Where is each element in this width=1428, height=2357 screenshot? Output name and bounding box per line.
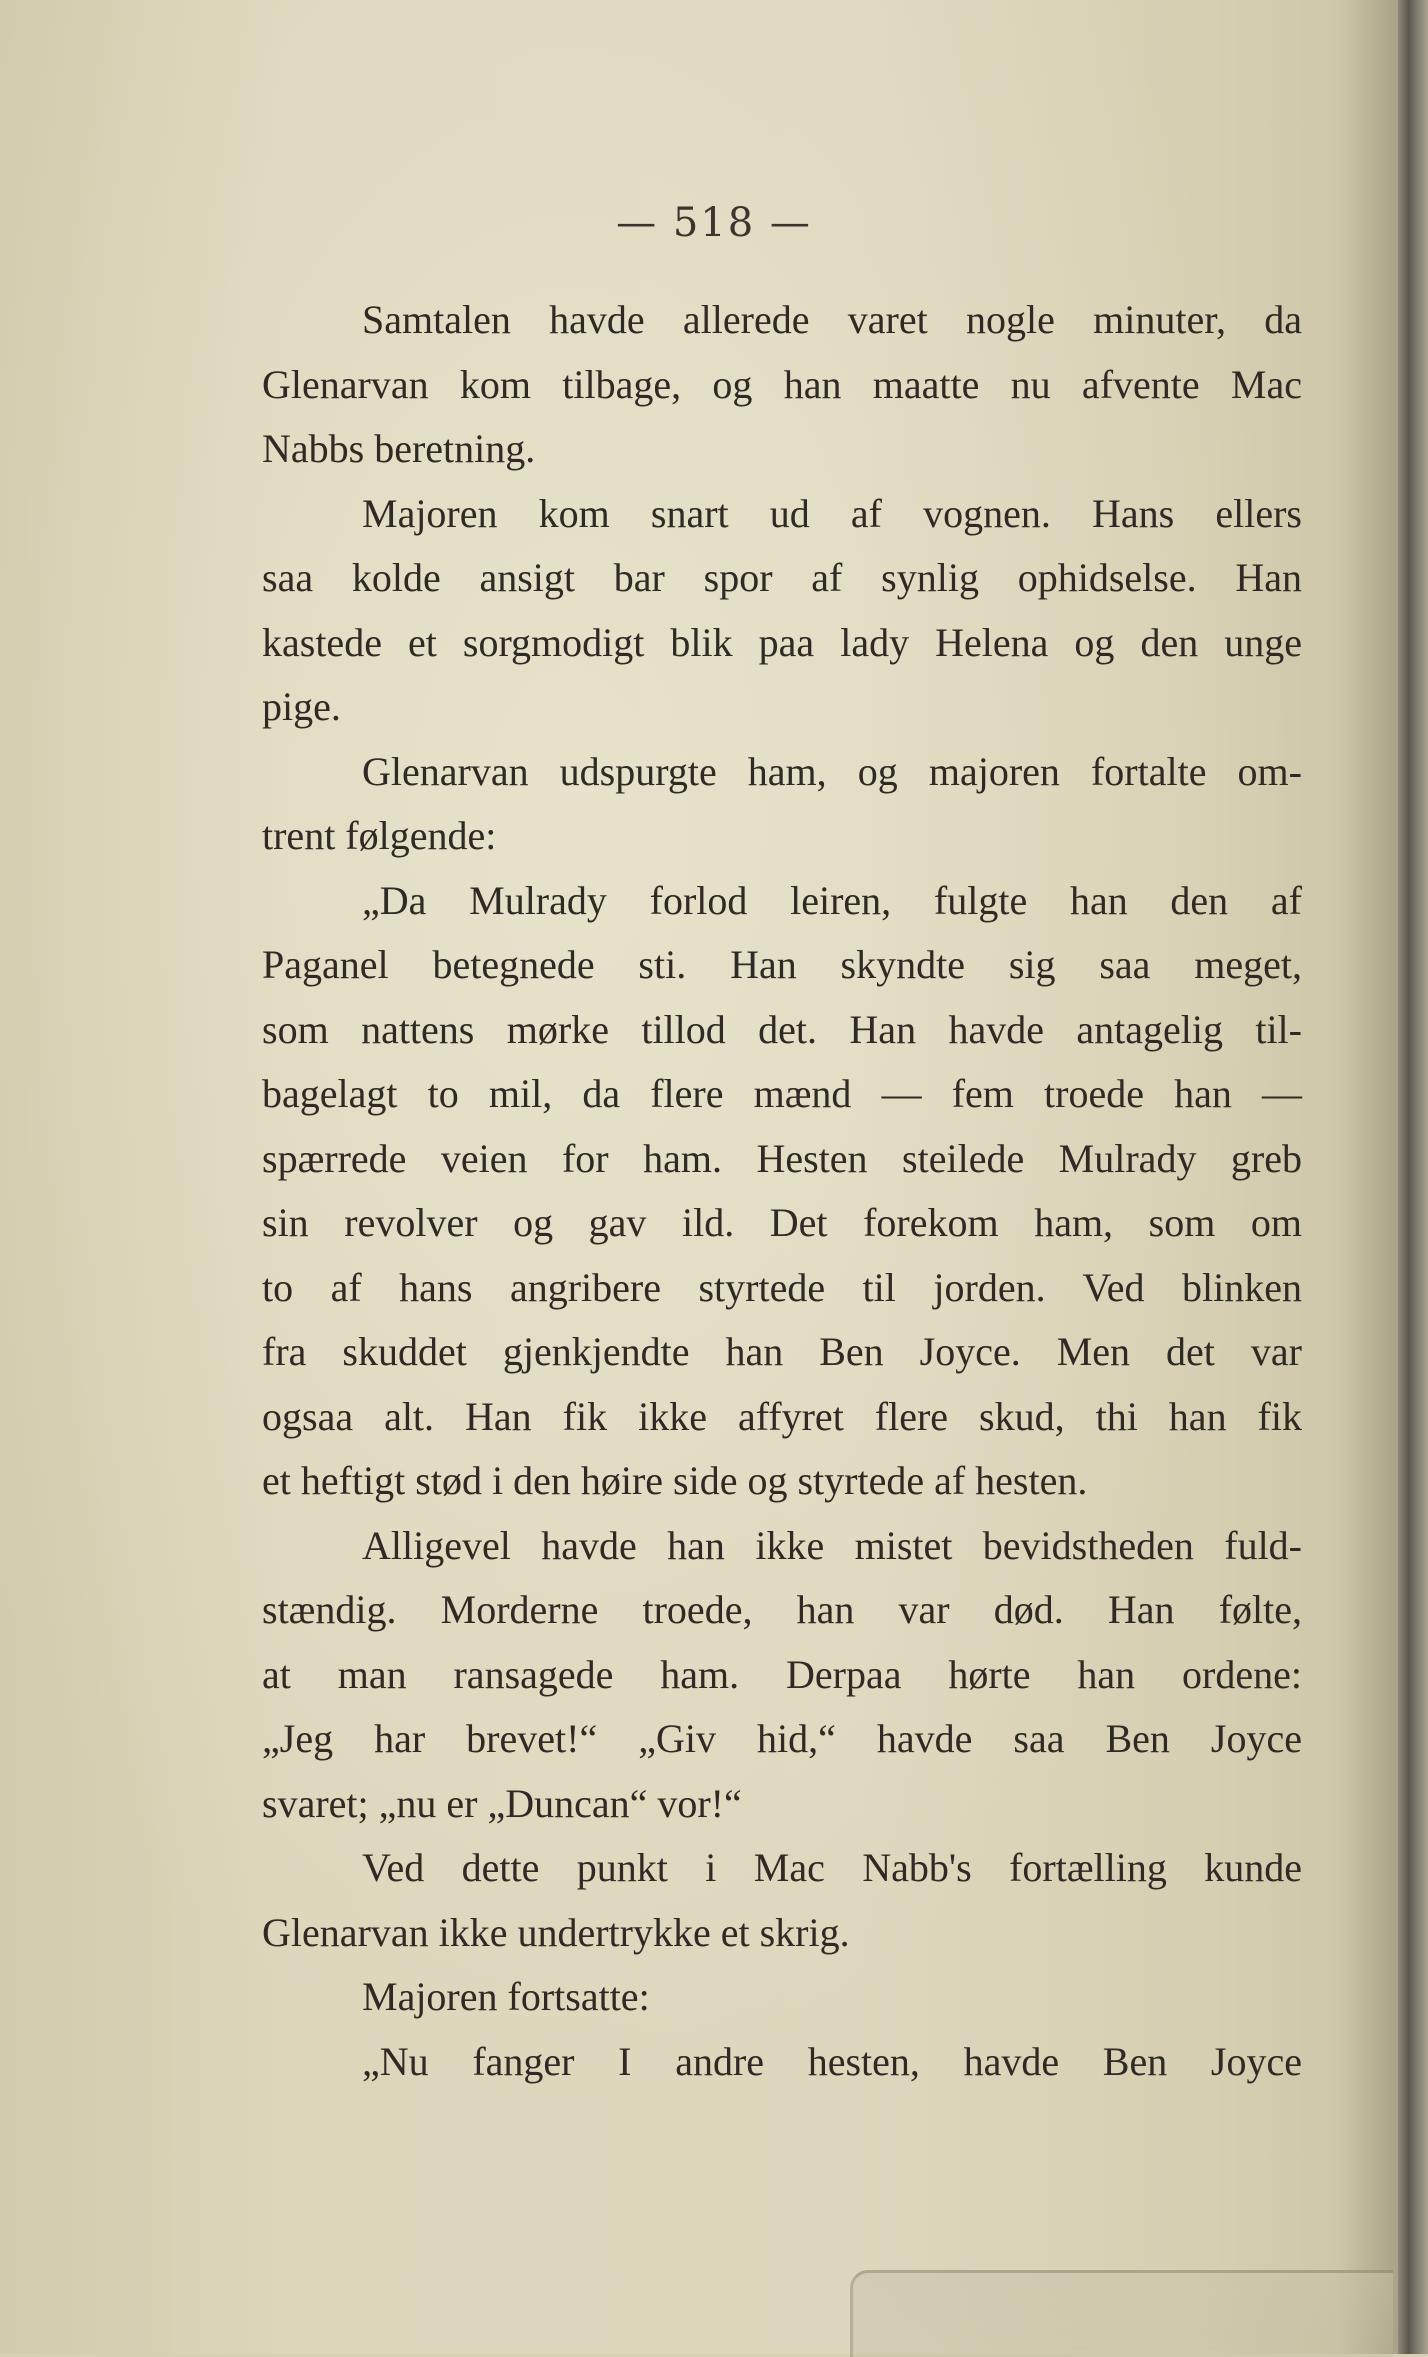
text-line: spærrede veien for ham. Hesten steilede Mulrady greb [262, 1135, 1302, 1181]
text-line: Majoren fortsatte: [362, 1974, 650, 2019]
text-line: som nattens mørke tillod det. Han havde antagelig til- [262, 1006, 1302, 1052]
text-line: Majoren kom snart ud af vognen. Hans ellers [362, 490, 1302, 536]
text-line: Nabbs beretning. [262, 426, 536, 471]
text-line: fra skuddet gjenkjendte han Ben Joyce. Men det var [262, 1329, 1302, 1374]
text-line: Samtalen havde allerede varet nogle minuter, da [362, 297, 1302, 342]
text-line: kastede et sorgmodigt blik paa lady Helena og den unge [262, 619, 1302, 665]
text-line: to af hans angribere styrtede til jorden. Ved blinken [262, 1264, 1302, 1310]
text-line: stændig. Morderne troede, han var død. Han følte, [262, 1587, 1302, 1632]
text-line: Glenarvan udspurgte ham, og majoren fortalte om- [362, 748, 1302, 794]
text-line: „Jeg har brevet!“ „Giv hid,“ havde saa Ben Joyce [262, 1716, 1302, 1761]
body-text [262, 288, 1302, 2094]
text-line: Glenarvan kom tilbage, og han maatte nu afvente Mac [262, 361, 1302, 407]
text-line: saa kolde ansigt bar spor af synlig ophidselse. Han [262, 555, 1302, 600]
text-line: Alligevel havde han ikke mistet bevidstheden fuld- [362, 1522, 1302, 1568]
book-spine [1398, 0, 1428, 2354]
text-line: svaret; „nu er „Duncan“ vor!“ [262, 1780, 742, 1826]
text-line: at man ransagede ham. Derpaa hørte han ordene: [262, 1651, 1302, 1697]
page-number: — 518 — [616, 200, 812, 246]
text-line: et heftigt stød i den høire side og styrtede af hesten. [262, 1458, 1088, 1503]
text-line: bagelagt to mil, da flere mænd — fem troede han — [262, 1071, 1302, 1116]
text-line: trent følgende: [262, 813, 497, 858]
text-line: „Da Mulrady forlod leiren, fulgte han den af [362, 877, 1302, 923]
text-line: Paganel betegnede sti. Han skyndte sig saa meget, [262, 942, 1302, 987]
text-line: „Nu fanger I andre hesten, havde Ben Joyce [362, 2038, 1302, 2084]
text-line: pige. [262, 684, 341, 729]
text-line: Glenarvan ikke undertrykke et skrig. [262, 1909, 850, 1955]
page-edge [850, 2270, 1393, 2357]
spine-shadow [1338, 0, 1398, 2354]
text-line: sin revolver og gav ild. Det forekom ham, som om [262, 1200, 1302, 1245]
text-line: ogsaa alt. Han fik ikke affyret flere skud, thi han fik [262, 1393, 1302, 1439]
text-line: Ved dette punkt i Mac Nabb's fortælling kunde [362, 1845, 1302, 1890]
